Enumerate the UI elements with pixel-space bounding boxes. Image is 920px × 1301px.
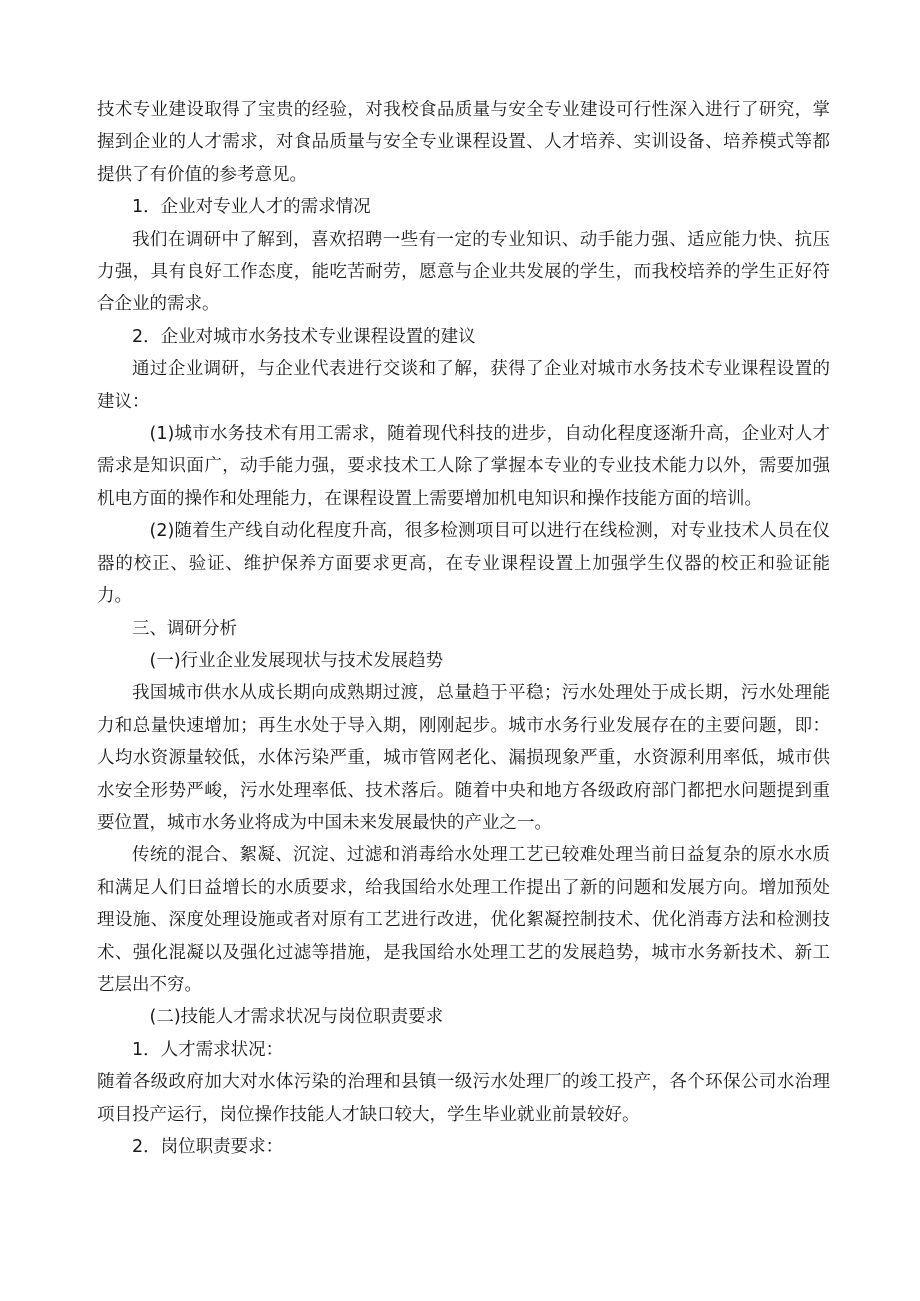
heading-curriculum-advice: 2．企业对城市水务技术专业课程设置的建议 (132, 326, 476, 347)
paragraph-advice-2: (2)随着生产线自动化程度升高，很多检测项目可以进行在线检测，对专业技术人员在仪器的校正、验证、维护保养方面要求更高，在专业课程设置上加强学生仪器的校正和验证能力。 (97, 521, 830, 607)
heading-talent-demand: 1．企业对专业人才的需求情况 (132, 197, 371, 218)
paragraph-treatment-process: 传统的混合、絮凝、沉淀、过滤和消毒给水处理工艺已较难处理当前日益复杂的原水水质和满足人们日益增长的水质要求，给我国给水处理工作提出了新的问题和发展方向。增加预处理设施、深度处理设施或者对原有工艺进行改进，优化絮凝控制技术、优化消毒方法和检测技术、强化混凝以及强化过滤等措施，是我国给水处理工艺的发展趋势，城市水务新技术、新工艺层出不穷。 (97, 845, 830, 995)
paragraph-continuation: 技术专业建设取得了宝贵的经验，对我校食品质量与安全专业建设可行性深入进行了研究，掌握到企业的人才需求，对食品质量与安全专业课程设置、人才培养、实训设备、培养模式等都提供了有价值的参考意见。 (97, 100, 830, 185)
heading-skill-demand: (二)技能人才需求状况与岗位职责要求 (149, 1007, 444, 1028)
heading-industry-trends: (一)行业企业发展现状与技术发展趋势 (149, 650, 444, 671)
paragraph-survey-intro: 通过企业调研，与企业代表进行交谈和了解，获得了企业对城市水务技术专业课程设置的建议： (97, 359, 830, 412)
paragraph-employment-outlook: 随着各级政府加大对水体污染的治理和县镇一级污水处理厂的竣工投产，各个环保公司水治理项目投产运行，岗位操作技能人才缺口较大，学生毕业就业前景较好。 (97, 1072, 830, 1125)
heading-talent-status: 1．人才需求状况： (132, 1039, 284, 1060)
heading-job-duties: 2．岗位职责要求： (132, 1137, 284, 1157)
paragraph-recruitment: 我们在调研中了解到，喜欢招聘一些有一定的专业知识、动手能力强、适应能力快、抗压力强，具有良好工作态度，能吃苦耐劳，愿意与企业共发展的学生，而我校培养的学生正好符合企业的需求。 (97, 229, 830, 315)
paragraph-water-supply: 我国城市供水从成长期向成熟期过渡，总量趋于平稳；污水处理处于成长期，污水处理能力和总量快速增加；再生水处于导入期，刚刚起步。城市水务行业发展存在的主要问题，即：人均水资源量较低，水体污染严重，城市管网老化、漏损现象严重，水资源利用率低，城市供水安全形势严峻，污水处理率低、技术落后。随着中央和地方各级政府部门都把水问题提到重要位置，城市水务业将成为中国未来发展最快的产业之一。 (97, 683, 830, 833)
paragraph-advice-1: (1)城市水务技术有用工需求，随着现代科技的进步，自动化程度逐渐升高，企业对人才需求是知识面广，动手能力强，要求技术工人除了掌握本专业的专业技术能力以外，需要加强机电方面的操作和处理能力，在课程设置上需要增加机电知识和操作技能方面的培训。 (97, 424, 830, 509)
heading-analysis: 三、调研分析 (132, 618, 237, 639)
